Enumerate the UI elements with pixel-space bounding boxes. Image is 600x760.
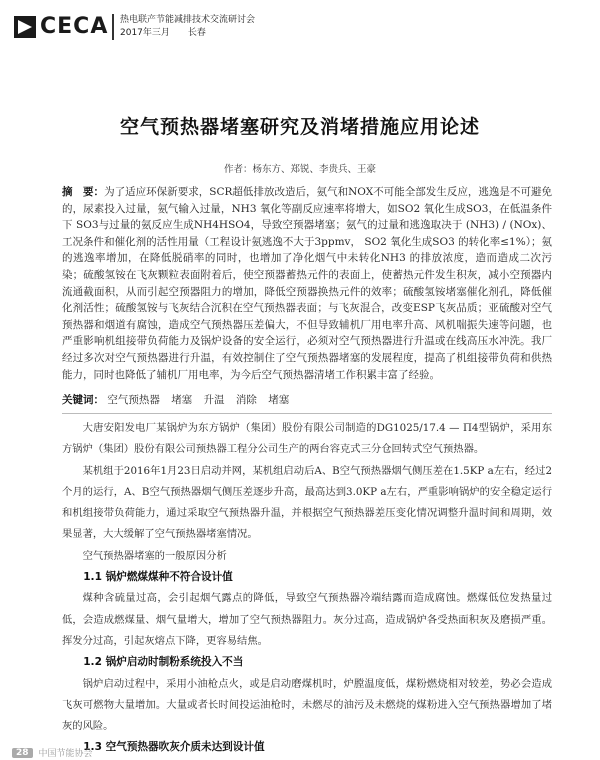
keyword: 堵塞: [171, 394, 193, 406]
subsection-heading: 1.2 锅炉启动时制粉系统投入不当: [83, 656, 244, 669]
body-paragraph: 煤种含硫量过高，会引起烟气露点的降低，导致空气预热器冷端结露而造成腐蚀。燃煤低位发热量过低，会造成燃煤量、烟气量增大，增加了空气预热器阻力。灰分过高，造成锅炉各受热面积灰及磨损严重。挥发分过高，引起灰熔点下降，更容易结焦。: [62, 592, 552, 647]
authors: 作者：杨东方、郑锐、李贵兵、王豪: [223, 164, 376, 175]
subsection-heading: 1.3 空气预热器吹灰介质未达到设计值: [83, 741, 265, 754]
conference-location: 长春: [187, 28, 206, 38]
abstract-label: 摘 要：: [62, 186, 105, 198]
ceca-logo-icon: [14, 16, 36, 38]
logo-text: CECA: [40, 14, 109, 39]
keyword: 消除: [235, 394, 257, 406]
header-divider: [112, 14, 114, 40]
conference-name: 热电联产节能减排技术交流研讨会: [120, 15, 256, 25]
conference-header: [120, 14, 255, 40]
footer-org: 中国节能协会: [38, 749, 93, 759]
section-divider: [62, 413, 552, 414]
conference-date: 2017年三月: [120, 28, 170, 38]
article-body: [62, 418, 552, 759]
ceca-logo: [14, 14, 108, 39]
body-paragraph: 某机组于2016年1月23日启动并网，某机组启动后A、B空气预热器烟气侧压差在1.5KP a左右，经过2个月的运行，A、B空气预热器烟气侧压差逐步升高，最高达到3.0KP a左右，严重影响锅炉的安全稳定运行和机组接带负荷能力，通过采取空气预热器升温，并根据空气预热器差压变化情况调整升温时间和周期，效果显著，大大缓解了空气预热器堵塞情况。: [62, 464, 552, 541]
keyword: 堵塞: [268, 394, 290, 406]
keywords-label: 关键词：: [62, 394, 104, 406]
body-paragraph: 锅炉启动过程中，采用小油枪点火，或是启动磨煤机时，炉膛温度低，煤粉燃烧相对较差，势必会造成飞灰可燃物大量增加。大量或者长时间投运油枪时，未燃尽的油污及未燃烧的煤粉进入空气预热器增加了堵灰的风险。: [62, 677, 552, 733]
keyword: 空气预热器: [107, 394, 160, 406]
keyword: 升温: [203, 394, 225, 406]
abstract-text: 为了适应环保新要求，SCR超低排放改造后，氨气和NOX不可能全部发生反应，逃逸是不可避免的，尿素投入过量，氨气输入过量，NH3 氧化等副反应速率将增大，如SO2 氧化生成SO3，在低温条件下 SO3与过量的氨反应生成NH4HSO4，导致空预器堵塞；氨气的过量和逃逸取决于 (NH3) / (NOx)、工况条件和催化剂的活性用量（工程设计氨逃逸不大于3ppmv， SO2 氧化生成SO3 的转化率≤1%）；氨的逃逸率增加，在降低脱硝率的同时，也增加了净化烟气中未转化NH3 的排放浓度，造而造成二次污染；硫酸氢铵在飞灰颗粒表面附着后，使空预器蓄热元件的表面上，使蓄热元件发生积灰，减小空预器内流通截面积，从而引起空预器阻力的增加，降低空预器换热元件的效率；硫酸氢铵堵塞催化剂孔，降低催化剂活性；硫酸氢铵与飞灰结合沉积在空气预热器表面；与飞灰混合，改变ESP飞灰品质；亚硫酸对空气预热器和烟道有腐蚀，造成空气预热器压差偏大，不但导致辅机厂用电率升高、风机喘振失速等问题，也严重影响机组接带负荷能力及锅炉设备的安全运行，必须对空气预热器进行升温或在线高压水冲洗。我厂经过多次对空气预热器进行升温，有效控制住了空气预热器堵塞的发展程度，提高了机组接带负荷和供热能力，同时也降低了辅机厂用电率，为今后空气预热器清堵工作积累丰富了经验。: [62, 186, 553, 381]
body-paragraph: 大唐安阳发电厂某锅炉为东方锅炉（集团）股份有限公司制造的DG1025/17.4 — Π4型锅炉，采用东方锅炉（集团）股份有限公司预热器工程分公司生产的两台容克式三分仓回转式空气预热器。: [62, 422, 552, 456]
keywords: [62, 392, 552, 407]
section-heading: 空气预热器堵塞的一般原因分析: [82, 549, 227, 562]
page-footer: [12, 746, 93, 759]
subsection-heading: 1.1 锅炉燃煤煤种不符合设计值: [83, 571, 233, 584]
abstract: [62, 184, 552, 383]
page-number: 28: [12, 748, 33, 758]
page-title: 空气预热器堵塞研究及消堵措施应用论述: [119, 116, 480, 138]
